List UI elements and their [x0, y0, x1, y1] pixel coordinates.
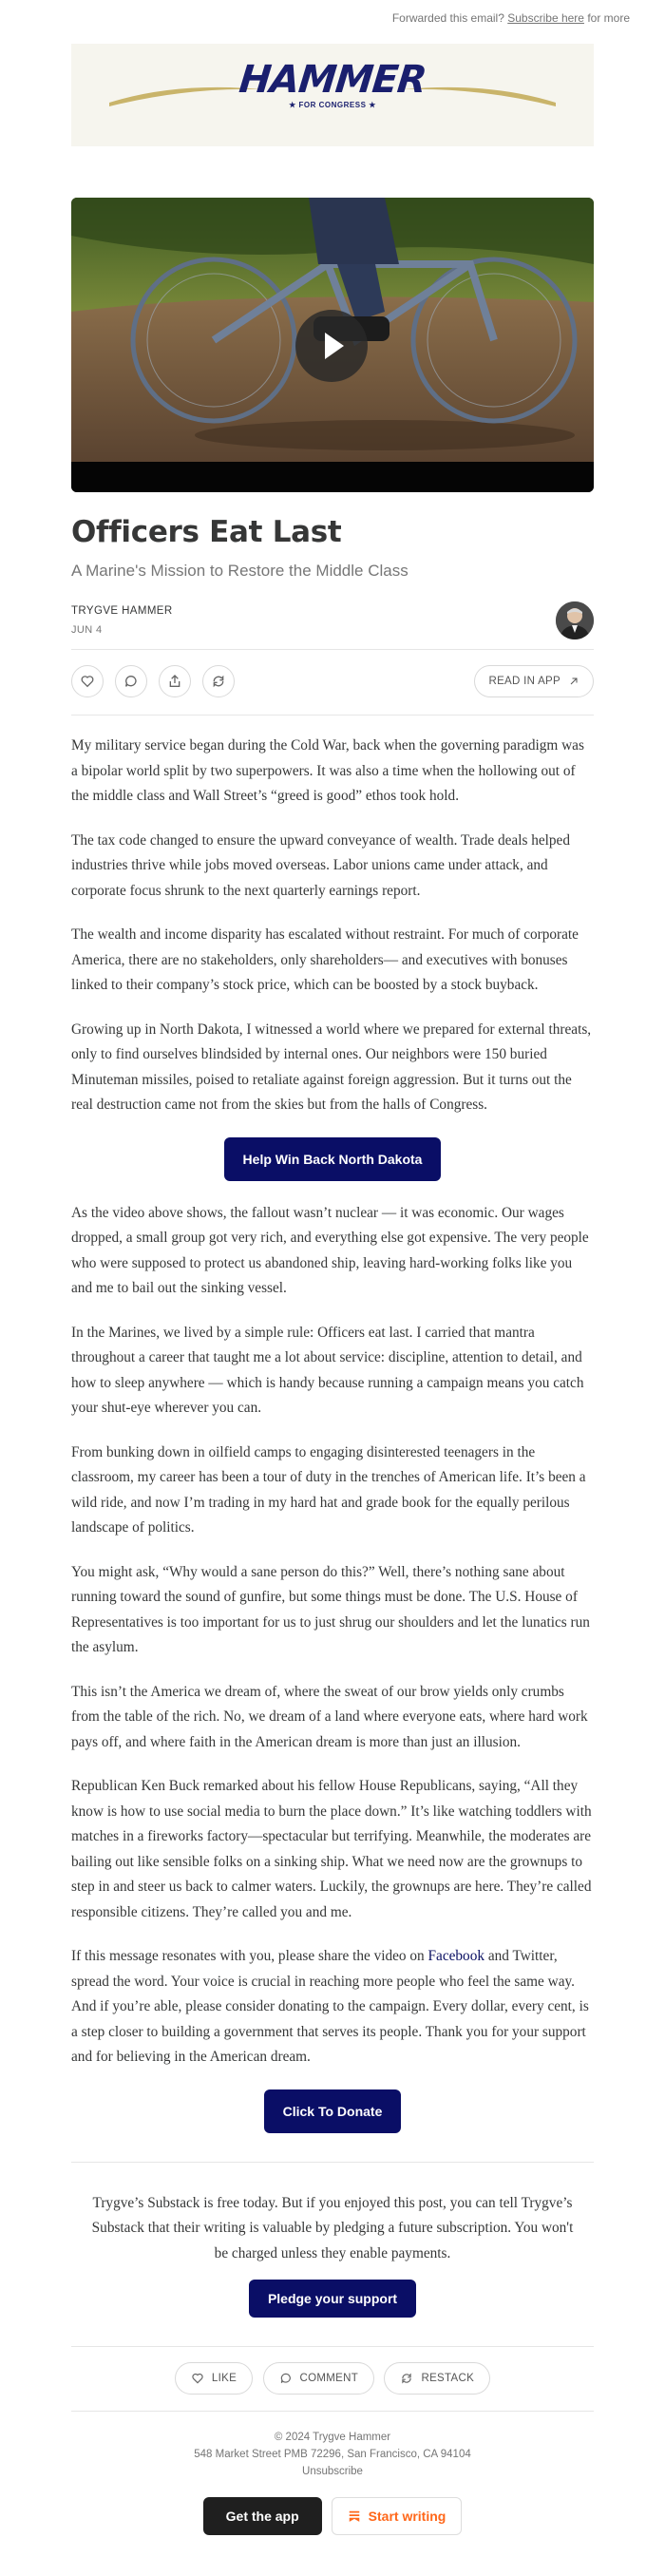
address: 548 Market Street PMB 72296, San Francisco, CA 94104	[194, 2449, 471, 2460]
forward-notice	[33, 0, 630, 29]
heart-icon	[80, 674, 95, 689]
video-control-bar	[71, 462, 594, 492]
restack-pill[interactable]	[384, 2362, 490, 2395]
paragraph: The wealth and income disparity has escalated without restraint. For much of corporate America, there are no stakeholders, only shareholders— and executives with bonuses linked to their company’s stock price, which can be boosted by a stock buyback.	[71, 926, 579, 993]
paragraph-text: and Twitter, spread the word. Your voice is crucial in reaching more people who feel the same way. And if you’re able, please consider donating to the campaign. Every dollar, every cent, is a step closer to building a government that serves its people. Thank you for your support and for believing in the American dream.	[71, 1948, 589, 2065]
logo-tagline-text: FOR CONGRESS	[298, 101, 367, 109]
restack-icon	[211, 674, 226, 689]
read-in-app-button[interactable]	[474, 665, 594, 697]
play-button[interactable]	[295, 310, 368, 382]
paragraph: Republican Ken Buck remarked about his fellow House Republicans, saying, “All they know is how to use social media to burn the place down.” It’s like watching toddlers with matches in a fireworks factory—spectacular but terrifying. Meanwhile, the moderates are bailing out like sensible folks on a sinking ship. What we need now are the grownups to step in and steer us back to calmer waters. Luckily, the grownups are here. They’re called responsible citizens. They’re called you and me.	[71, 1778, 592, 1920]
paragraph: Growing up in North Dakota, I witnessed a world where we prepared for external threats, only to find ourselves blindsided by internal ones. Our neighbors were 150 buried Minuteman missiles, poised to retaliate against foreign aggression. But it turns out the real destruction came not from the skies but from the halls of Congress.	[71, 1021, 592, 1113]
author-avatar[interactable]	[556, 601, 594, 639]
paragraph-text: If this message resonates with you, please share the video on	[71, 1948, 425, 1964]
paragraph: My military service began during the Cold War, back when the governing paradigm was a bipolar world split by two superpowers. It was also a time when the hollowing out of the middle class and Wall Street’s “greed is good” ethos took hold.	[71, 737, 584, 804]
logo-hammer-text: HAMMER	[237, 58, 428, 102]
footer	[71, 2412, 594, 2564]
start-writing-button[interactable]	[332, 2497, 463, 2535]
like-pill[interactable]	[175, 2362, 253, 2395]
pledge-button[interactable]: Pledge your support	[249, 2280, 416, 2318]
comment-pill[interactable]	[263, 2362, 375, 2395]
paragraph: From bunking down in oilfield camps to engaging disinterested teenagers in the classroom, my career has been a tour of duty in the trenches of American life. It’s been a wild ride, and now I’m trading in my hard hat and grade book for the equally perilous landscape of politics.	[71, 1443, 586, 1536]
restack-label: RESTACK	[421, 2373, 475, 2384]
forward-suffix: for more	[587, 11, 630, 25]
subscribe-section	[71, 2163, 594, 2318]
post-date: JUN 4	[71, 624, 103, 636]
byline	[71, 605, 594, 649]
comment-label: COMMENT	[299, 2373, 359, 2384]
avatar-portrait	[556, 601, 594, 639]
post-title: Officers Eat Last	[71, 515, 342, 549]
like-label: LIKE	[211, 2373, 238, 2384]
comment-icon	[279, 2372, 293, 2385]
post-subtitle: A Marine's Mission to Restore the Middle Class	[71, 562, 408, 580]
star-icon: ★	[289, 101, 296, 109]
forward-prefix: Forwarded this email?	[391, 11, 504, 25]
substack-logo-icon	[348, 2509, 361, 2523]
paragraph: You might ask, “Why would a sane person do this?” Well, there’s nothing sane about running toward the sound of gunfire, but some things must be done. The U.S. House of Representatives is too important for us to just shrug our shoulders and let the lunatics run the asylum.	[71, 1563, 590, 1655]
post-actions	[71, 650, 594, 715]
paragraph: As the video above shows, the fallout wasn’t nuclear — it was economic. Our wages dropped, a small group got very rich, and everything else got expensive. The very people who were supposed to protect us abandoned ship, leaving hard-working folks like you and me to bail out the sinking vessel.	[71, 1204, 589, 1296]
cta-container	[71, 2089, 594, 2133]
share-icon	[167, 674, 182, 689]
author-name[interactable]: TRYGVE HAMMER	[71, 605, 173, 617]
paragraph: This isn’t the America we dream of, where the sweat of our brow yields only crumbs from the table of the rich. No, we dream of a land where everyone eats, where hard work pays off, and where faith in the American dream is more than just an illusion.	[71, 1683, 588, 1750]
subscribe-text: Trygve’s Substack is free today. But if you enjoyed this post, you can tell Trygve’s Substack that their writing is valuable by pledging a future subscription. You won't be charged unless they enable payments.	[91, 2194, 574, 2261]
unsubscribe-link[interactable]: Unsubscribe	[302, 2466, 363, 2477]
share-button[interactable]	[159, 665, 191, 697]
arrow-up-right-icon	[568, 676, 580, 687]
restack-button[interactable]	[202, 665, 235, 697]
paragraph: In the Marines, we lived by a simple rule: Officers eat last. I carried that mantra throughout a career that taught me a lot about service: discipline, attention to detail, and how to sleep anywhere — which is handy because running a campaign means you catch your shut-eye wherever you can.	[71, 1324, 584, 1416]
engagement-bar	[71, 2347, 594, 2411]
copyright: © 2024 Trygve Hammer	[274, 2432, 391, 2443]
video-player[interactable]	[71, 198, 594, 492]
paragraph	[71, 1944, 594, 2070]
paragraph: The tax code changed to ensure the upward conveyance of wealth. Trade deals helped industries thrive while jobs moved overseas. Labor unions came under attack, and corporate focus shrunk to the next quarterly earnings report.	[71, 831, 570, 899]
campaign-banner[interactable]	[71, 44, 594, 146]
donate-button[interactable]: Click To Donate	[264, 2089, 402, 2133]
start-writing-label: Start writing	[368, 2509, 446, 2524]
facebook-link[interactable]: Facebook	[428, 1948, 485, 1964]
cta-container	[71, 1137, 594, 1181]
restack-icon	[400, 2372, 413, 2385]
comment-icon	[124, 674, 139, 689]
comment-button[interactable]	[115, 665, 147, 697]
post-body	[71, 734, 594, 2133]
divider	[71, 715, 594, 716]
help-win-back-button[interactable]: Help Win Back North Dakota	[224, 1137, 442, 1181]
read-in-app-label: READ IN APP	[488, 676, 560, 687]
hammer-logo	[71, 57, 594, 109]
star-icon: ★	[369, 101, 376, 109]
subscribe-link[interactable]: Subscribe here	[507, 11, 584, 25]
like-button[interactable]	[71, 665, 104, 697]
get-the-app-button[interactable]: Get the app	[203, 2497, 322, 2535]
heart-icon	[191, 2372, 204, 2385]
